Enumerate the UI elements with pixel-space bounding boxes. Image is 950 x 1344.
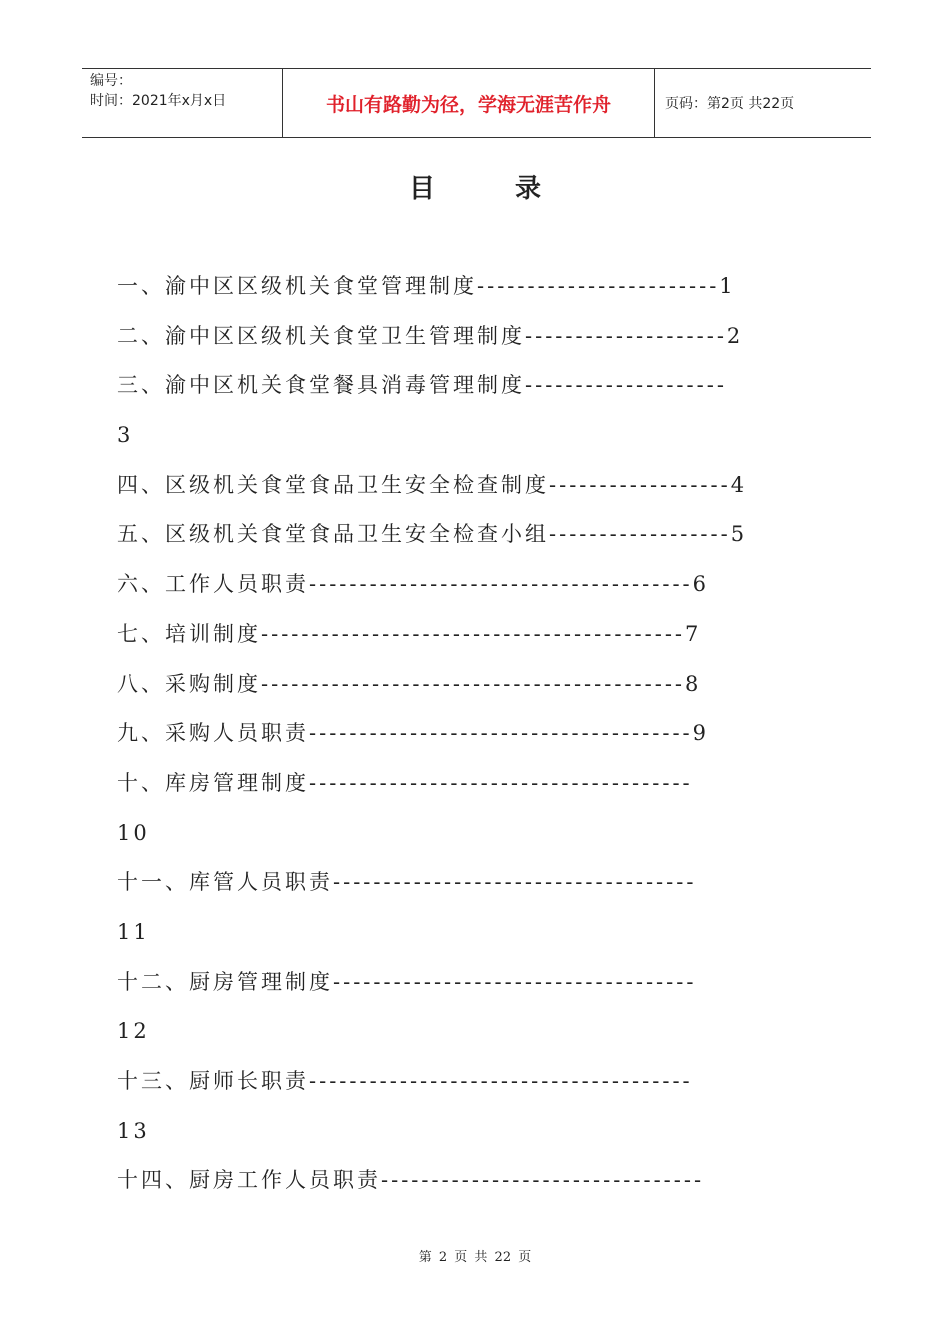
page-header xyxy=(82,68,871,138)
table-of-contents xyxy=(117,262,842,1206)
toc-line: 八、采购制度------------------------------------------8 xyxy=(117,671,702,696)
toc-line: 三、渝中区机关食堂餐具消毒管理制度-------------------- xyxy=(117,373,727,398)
toc-line: 六、工作人员职责--------------------------------------6 xyxy=(117,572,709,597)
toc-line: 十四、厨房工作人员职责-------------------------------- xyxy=(117,1168,705,1193)
header-meta xyxy=(82,69,282,137)
toc-line: 十、库房管理制度-------------------------------------- xyxy=(117,770,693,795)
toc-line: 10 xyxy=(117,820,150,845)
toc-line: 九、采购人员职责--------------------------------------9 xyxy=(117,721,709,746)
toc-line: 十二、厨房管理制度------------------------------------ xyxy=(117,969,697,994)
toc-line: 13 xyxy=(117,1118,150,1143)
toc-line: 七、培训制度------------------------------------------7 xyxy=(117,621,702,646)
header-page-info: 页码：第2页 共22页 xyxy=(665,96,795,112)
page-title: 目录 xyxy=(408,174,621,204)
toc-line: 五、区级机关食堂食品卫生安全检查小组------------------5 xyxy=(117,522,748,547)
page-footer: 第 2 页 共 22 页 xyxy=(418,1250,532,1265)
toc-line: 11 xyxy=(117,919,150,944)
header-motto: 书山有路勤为径，学海无涯苦作舟 xyxy=(282,69,655,137)
toc-line: 十三、厨师长职责-------------------------------------- xyxy=(117,1069,693,1093)
toc-line: 二、渝中区区级机关食堂卫生管理制度--------------------2 xyxy=(117,323,744,348)
toc-line: 一、渝中区区级机关食堂管理制度------------------------1 xyxy=(117,274,736,298)
toc-line: 四、区级机关食堂食品卫生安全检查制度------------------4 xyxy=(117,472,748,497)
toc-line: 3 xyxy=(117,423,134,448)
header-number: 编号： xyxy=(90,73,132,89)
header-time: 时间：2021年x月x日 xyxy=(90,93,227,109)
toc-line: 12 xyxy=(117,1019,150,1044)
toc-line: 十一、库管人员职责------------------------------------ xyxy=(117,870,697,895)
